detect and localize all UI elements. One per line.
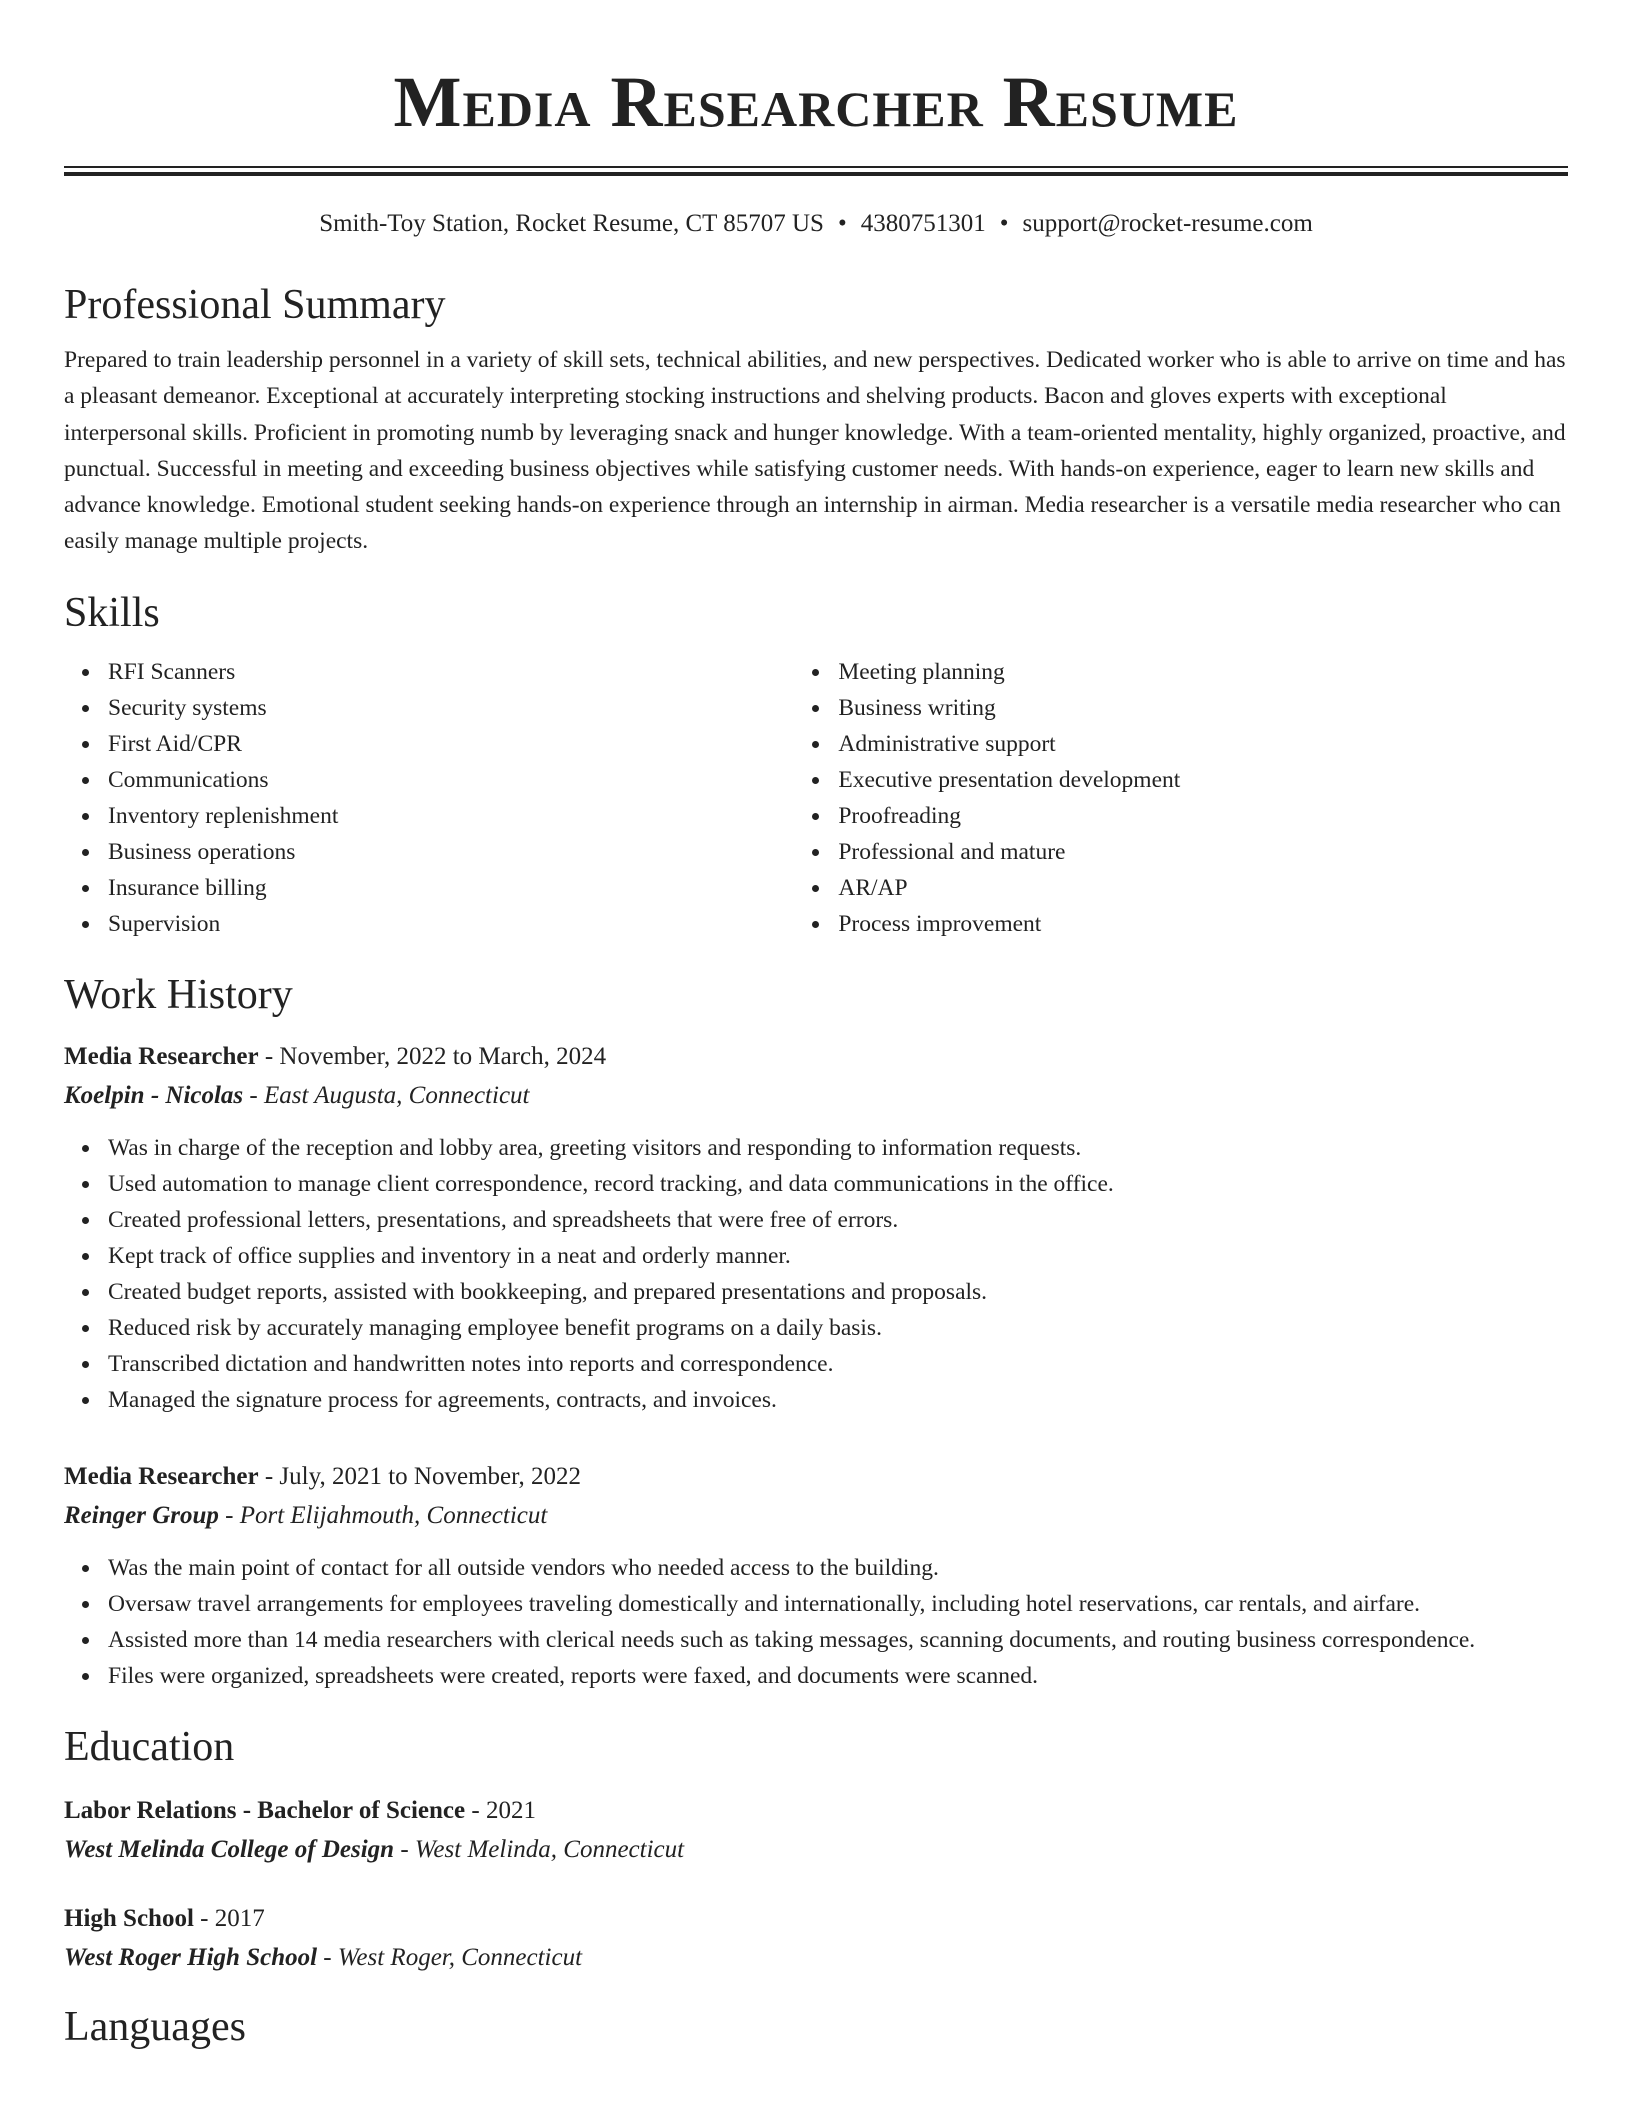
job-bullet: Oversaw travel arrangements for employees traveling domestically and internationally, including hotel reservations, car rentals, and airfare. bbox=[108, 1586, 1568, 1622]
education-degree: High School bbox=[64, 1904, 194, 1932]
contact-email: support@rocket-resume.com bbox=[1022, 210, 1313, 237]
section-heading-languages: Languages bbox=[64, 2003, 246, 2050]
job-bullet: Assisted more than 14 media researchers with clerical needs such as taking messages, scanning documents, and routing business correspondence. bbox=[108, 1622, 1568, 1658]
job-bullet: Was the main point of contact for all outside vendors who needed access to the building. bbox=[108, 1550, 1568, 1586]
skill-item: Business operations bbox=[108, 834, 794, 870]
skill-item: Insurance billing bbox=[108, 870, 794, 906]
skill-item: First Aid/CPR bbox=[108, 726, 794, 762]
job-employer bbox=[64, 1496, 1568, 1536]
job-entry bbox=[64, 1458, 1568, 1694]
contact-line bbox=[64, 208, 1568, 240]
section-heading-education: Education bbox=[64, 1723, 235, 1770]
title-divider bbox=[64, 166, 1568, 176]
skill-item: Inventory replenishment bbox=[108, 798, 794, 834]
skill-item: Supervision bbox=[108, 906, 794, 942]
section-heading-work-history: Work History bbox=[64, 971, 293, 1018]
skill-item: Process improvement bbox=[838, 906, 1568, 942]
job-bullet: Was in charge of the reception and lobby area, greeting visitors and responding to information requests. bbox=[108, 1130, 1568, 1166]
job-bullet: Transcribed dictation and handwritten notes into reports and correspondence. bbox=[108, 1346, 1568, 1382]
job-header bbox=[64, 1038, 1568, 1076]
skill-item: Proofreading bbox=[838, 798, 1568, 834]
skill-item: Security systems bbox=[108, 690, 794, 726]
job-bullets bbox=[64, 1550, 1568, 1694]
job-bullet: Managed the signature process for agreements, contracts, and invoices. bbox=[108, 1382, 1568, 1418]
education-degree: Labor Relations - Bachelor of Science bbox=[64, 1796, 466, 1824]
skills-columns bbox=[64, 654, 1568, 942]
job-location: - Port Elijahmouth, Connecticut bbox=[218, 1501, 548, 1529]
education-header bbox=[64, 1900, 1568, 1938]
skill-item: Communications bbox=[108, 762, 794, 798]
education-school: West Melinda College of Design bbox=[64, 1835, 395, 1863]
education-year: - 2017 bbox=[193, 1904, 265, 1932]
job-bullet: Kept track of office supplies and inventory in a neat and orderly manner. bbox=[108, 1238, 1568, 1274]
education-location: - West Melinda, Connecticut bbox=[394, 1835, 685, 1863]
job-dates: - July, 2021 to November, 2022 bbox=[258, 1462, 581, 1490]
education-school: West Roger High School bbox=[64, 1943, 318, 1971]
job-company: Reinger Group bbox=[64, 1501, 219, 1529]
resume-title: Media Researcher Resume bbox=[393, 62, 1239, 142]
contact-phone: 4380751301 bbox=[860, 210, 986, 237]
job-company: Koelpin - Nicolas bbox=[64, 1081, 244, 1109]
skill-item: Administrative support bbox=[838, 726, 1568, 762]
skill-item: Professional and mature bbox=[838, 834, 1568, 870]
contact-separator: • bbox=[999, 210, 1009, 237]
education-year: - 2021 bbox=[465, 1796, 536, 1824]
job-bullet: Files were organized, spreadsheets were created, reports were faxed, and documents were scanned. bbox=[108, 1658, 1568, 1694]
section-heading-skills: Skills bbox=[64, 589, 160, 636]
contact-separator: • bbox=[837, 210, 847, 237]
education-header bbox=[64, 1792, 1568, 1830]
skill-item: Business writing bbox=[838, 690, 1568, 726]
job-header bbox=[64, 1458, 1568, 1496]
skill-item: Executive presentation development bbox=[838, 762, 1568, 798]
job-title: Media Researcher bbox=[64, 1042, 259, 1070]
job-bullet: Used automation to manage client correspondence, record tracking, and data communications in the office. bbox=[108, 1166, 1568, 1202]
job-bullet: Reduced risk by accurately managing employee benefit programs on a daily basis. bbox=[108, 1310, 1568, 1346]
education-entry bbox=[64, 1792, 1568, 1870]
job-bullets bbox=[64, 1130, 1568, 1418]
job-dates: - November, 2022 to March, 2024 bbox=[258, 1042, 607, 1070]
contact-address: Smith-Toy Station, Rocket Resume, CT 85707 US bbox=[319, 210, 824, 237]
skill-item: RFI Scanners bbox=[108, 654, 794, 690]
job-employer bbox=[64, 1076, 1568, 1116]
summary-text: Prepared to train leadership personnel in a variety of skill sets, technical abilities, and new perspectives. Dedicated worker who is able to arrive on time and has a pleasant demeanor. Exceptional at accurately interpreting stocking instructions and shelving products. Bacon and gloves experts with exceptional interpersonal skills. Proficient in promoting numb by leveraging snack and hunger knowledge. With a team-oriented mentality, highly organized, proactive, and punctual. Successful in meeting and exceeding business objectives while satisfying customer needs. With hands-on experience, eager to learn new skills and advance knowledge. Emotional student seeking hands-on experience through an internship in airman. Media researcher is a versatile media researcher who can easily manage multiple projects. bbox=[64, 347, 1566, 555]
education-location: - West Roger, Connecticut bbox=[317, 1943, 583, 1971]
education-institution bbox=[64, 1938, 1568, 1978]
skill-item: Meeting planning bbox=[838, 654, 1568, 690]
skills-list-left bbox=[64, 654, 794, 942]
job-title: Media Researcher bbox=[64, 1462, 259, 1490]
job-bullet: Created budget reports, assisted with bookkeeping, and prepared presentations and proposals. bbox=[108, 1274, 1568, 1310]
section-heading-summary: Professional Summary bbox=[64, 282, 446, 328]
job-bullet: Created professional letters, presentations, and spreadsheets that were free of errors. bbox=[108, 1202, 1568, 1238]
skill-item: AR/AP bbox=[838, 870, 1568, 906]
education-entry bbox=[64, 1900, 1568, 1978]
skills-list-right bbox=[794, 654, 1568, 942]
education-institution bbox=[64, 1830, 1568, 1870]
job-location: - East Augusta, Connecticut bbox=[243, 1081, 530, 1109]
resume-page bbox=[64, 0, 1568, 2052]
job-entry bbox=[64, 1038, 1568, 1418]
